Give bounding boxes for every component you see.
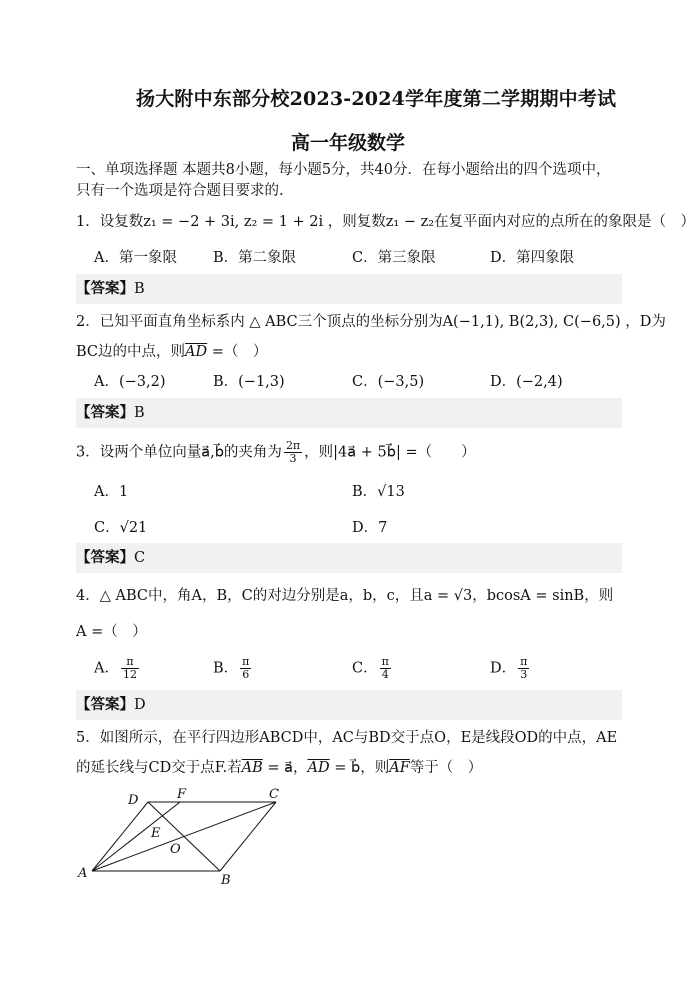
q2-option-a: A．(−3,2) [94, 374, 166, 390]
label-f: F [177, 787, 187, 802]
question-2-line2: BC边的中点，则$\overline{AD}$ =（ ） [76, 344, 268, 360]
q1-option-a: A．第一象限 [94, 250, 177, 266]
question-5-line1: 5．如图所示，在平行四边形ABCD中，AC与BD交于点O，E是线段OD的中点，AE [76, 730, 618, 746]
label-d: D [128, 793, 139, 808]
q1-option-d: D．第四象限 [490, 250, 575, 266]
exam-subtitle: 高一年级数学 [290, 132, 405, 154]
question-4-line1: 4．△ ABC中，角A，B，C的对边分别是a，b，c，且a = √3，bcosA = sinB，则 [76, 588, 614, 604]
question-2-line1: 2．已知平面直角坐标系内 △ ABC三个顶点的坐标分别为A(−1,1), B(2,3), C(−6,5) ，D为 [76, 314, 666, 330]
q4-option-b: B． $\frac{\pi}{6}$ [213, 655, 250, 681]
label-o: O [170, 842, 181, 857]
q4-answer: 【答案】D [76, 690, 622, 720]
q3-option-c: C．√21 [94, 520, 148, 536]
section-instructions-line2: 只有一个选项是符合题目要求的. [76, 183, 284, 199]
q2-option-c: C．(−3,5) [352, 374, 425, 390]
q2-option-d: D．(−2,4) [490, 374, 563, 390]
q3-angle-fraction: $\frac{2\pi}{3}$ [285, 439, 301, 465]
q4-option-c: C． $\frac{\pi}{4}$ [352, 655, 389, 681]
q4-option-d: D． $\frac{\pi}{3}$ [490, 655, 528, 681]
q3-answer: 【答案】C [76, 543, 622, 573]
label-c: C [269, 787, 279, 802]
q1-answer: 【答案】B [76, 274, 622, 304]
q4-option-a: A． $\frac{\pi}{12}$ [94, 655, 137, 681]
q1-option-b: B．第二象限 [213, 250, 297, 266]
section-instructions-line1: 一、单项选择题 本题共8小题，每小题5分，共40分．在每小题给出的四个选项中， [76, 162, 611, 178]
parallelogram-figure [70, 785, 300, 890]
label-e: E [151, 826, 161, 841]
q3-option-b: B．√13 [352, 484, 405, 500]
q2-option-b: B．(−1,3) [213, 374, 285, 390]
exam-title: 扬大附中东部分校2023-2024学年度第二学期期中考试 [136, 88, 617, 110]
question-1-text: 1．设复数z₁ = −2 + 3i, z₂ = 1 + 2i ，则复数z₁ − z₂在复平面内对应的点所在的象限是（ ） [76, 214, 696, 230]
question-4-line2: A =（ ） [76, 624, 147, 640]
question-3-text: 3．设两个单位向量a⃗,b⃗的夹角为 $\frac{2\pi}{3}$ ，则|4a⃗ + 5b⃗| =（ ） [76, 439, 476, 465]
q1-option-c: C．第三象限 [352, 250, 436, 266]
label-b: B [221, 873, 231, 888]
q3-option-d: D．7 [352, 520, 388, 536]
q2-answer: 【答案】B [76, 398, 622, 428]
segment-af [92, 802, 180, 871]
q3-option-a: A．1 [94, 484, 129, 500]
label-a: A [78, 866, 88, 881]
question-5-line2: 的延长线与CD交于点F.若$\overline{AB}$ = a⃗，$\overline{AD}$ = b⃗，则$\overline{AF}$等于（ ） [76, 760, 483, 776]
